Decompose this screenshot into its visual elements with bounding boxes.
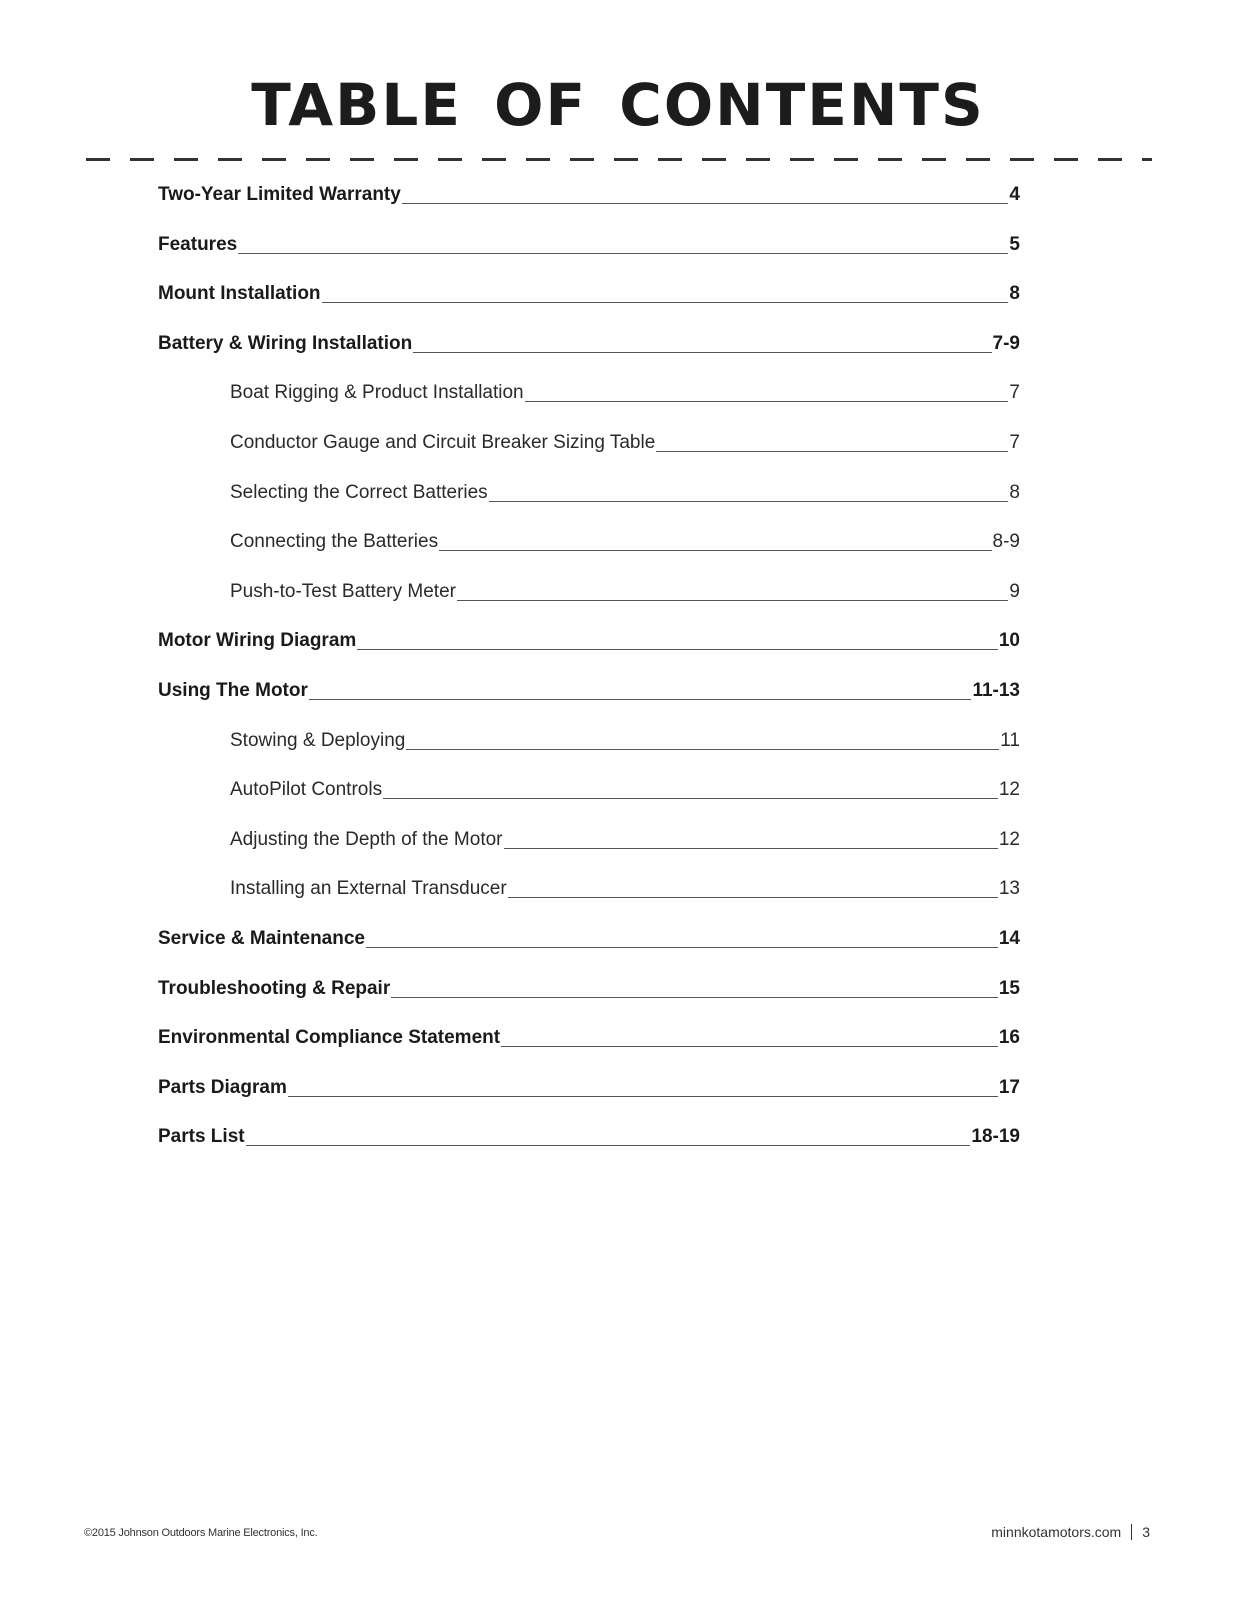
- toc-entry-page: 17: [998, 1076, 1020, 1098]
- toc-entry-page: 14: [998, 928, 1020, 949]
- toc-entry[interactable]: [230, 878, 1020, 914]
- footer-page-number: 3: [1142, 1524, 1150, 1540]
- toc-entry[interactable]: [230, 779, 1020, 815]
- toc-entry-label: Using The Motor: [158, 680, 308, 701]
- toc-entry[interactable]: [230, 531, 1020, 567]
- toc-entry-label: Conductor Gauge and Circuit Breaker Sizing Table: [230, 432, 656, 453]
- toc-entry[interactable]: [230, 432, 1020, 468]
- toc-entry-label: Selecting the Correct Batteries: [230, 481, 488, 503]
- toc-entry-label: Parts Diagram: [158, 1076, 287, 1098]
- toc-entry[interactable]: [158, 680, 1020, 716]
- toc-entry[interactable]: [230, 730, 1020, 766]
- dashed-divider: [86, 158, 1152, 161]
- toc-leader-line: [656, 451, 1008, 452]
- footer-right: [991, 1524, 1150, 1540]
- toc-leader-line: [357, 649, 998, 650]
- toc-entry-label: AutoPilot Controls: [230, 779, 383, 801]
- toc-entry[interactable]: [158, 978, 1020, 1014]
- toc-entry-page: 7-9: [992, 332, 1020, 354]
- toc-entry-page: 8-9: [992, 531, 1020, 553]
- toc-leader-line: [489, 501, 1009, 502]
- toc-leader-line: [391, 997, 998, 998]
- toc-leader-line: [413, 352, 991, 353]
- toc-entry-page: 10: [998, 630, 1020, 652]
- toc-entry-label: Two-Year Limited Warranty: [158, 184, 401, 205]
- toc-entry-page: 11: [1000, 729, 1020, 751]
- toc-entry-page: 7: [1009, 432, 1020, 453]
- toc-entry-label: Stowing & Deploying: [230, 729, 406, 751]
- toc-entry[interactable]: [230, 482, 1020, 518]
- toc-leader-line: [309, 699, 972, 700]
- toc-entry-page: 13: [998, 878, 1020, 900]
- toc-leader-line: [525, 401, 1009, 402]
- toc-entry-page: 8: [1009, 481, 1020, 503]
- footer-website-link[interactable]: minnkotamotors.com: [991, 1524, 1122, 1540]
- toc-leader-line: [501, 1046, 998, 1047]
- toc-entry-label: Environmental Compliance Statement: [158, 1027, 501, 1049]
- toc-leader-line: [457, 600, 1008, 601]
- toc-entry[interactable]: [158, 333, 1020, 369]
- toc-entry[interactable]: [158, 283, 1020, 319]
- toc-entry[interactable]: [158, 1027, 1020, 1063]
- toc-entry-label: Adjusting the Depth of the Motor: [230, 828, 503, 850]
- toc-entry-label: Features: [158, 233, 238, 255]
- toc-entry-label: Service & Maintenance: [158, 928, 365, 949]
- toc-entry[interactable]: [158, 1126, 1020, 1162]
- toc-entry[interactable]: [158, 630, 1020, 666]
- page-title: TABLE OF CONTENTS: [251, 71, 985, 139]
- toc-entry-label: Mount Installation: [158, 283, 321, 305]
- toc-leader-line: [238, 253, 1008, 254]
- toc-entry-page: 16: [998, 1027, 1020, 1049]
- toc-leader-line: [288, 1096, 998, 1097]
- toc-entry[interactable]: [230, 382, 1020, 418]
- toc-entry-page: 9: [1009, 580, 1020, 602]
- toc-leader-line: [246, 1145, 971, 1146]
- toc-entry-page: 7: [1009, 382, 1020, 404]
- toc-leader-line: [366, 947, 998, 948]
- toc-entry-page: 12: [998, 779, 1020, 801]
- toc-leader-line: [322, 302, 1009, 303]
- toc-leader-line: [406, 749, 999, 750]
- toc-entry-page: 11-13: [972, 680, 1020, 701]
- toc-entry-label: Battery & Wiring Installation: [158, 332, 413, 354]
- toc-entry[interactable]: [158, 1077, 1020, 1113]
- toc-entry-label: Motor Wiring Diagram: [158, 630, 357, 652]
- toc-entry-label: Parts List: [158, 1126, 245, 1148]
- footer-copyright: ©2015 Johnson Outdoors Marine Electronics, Inc.: [84, 1527, 318, 1539]
- toc-entry-label: Push-to-Test Battery Meter: [230, 580, 456, 602]
- toc-entry-page: 8: [1009, 283, 1020, 305]
- toc-entry[interactable]: [230, 829, 1020, 865]
- toc-entry-page: 12: [998, 828, 1020, 850]
- toc-entry-page: 4: [1009, 184, 1020, 205]
- toc-entry[interactable]: [158, 234, 1020, 270]
- toc-entry-page: 5: [1009, 233, 1020, 255]
- toc-leader-line: [508, 897, 998, 898]
- toc-entry[interactable]: [158, 928, 1020, 964]
- toc-entry-page: 18-19: [971, 1126, 1020, 1148]
- toc-leader-line: [383, 798, 998, 799]
- toc-leader-line: [439, 550, 991, 551]
- toc-entry-label: Connecting the Batteries: [230, 531, 439, 553]
- footer-separator: [1131, 1524, 1132, 1540]
- toc-entry-page: 15: [998, 977, 1020, 999]
- toc-leader-line: [504, 848, 998, 849]
- toc-leader-line: [402, 203, 1009, 204]
- toc-entry[interactable]: [230, 581, 1020, 617]
- toc-entry[interactable]: [158, 184, 1020, 220]
- toc-entry-label: Troubleshooting & Repair: [158, 977, 391, 999]
- toc-entry-label: Boat Rigging & Product Installation: [230, 382, 524, 404]
- toc-entry-label: Installing an External Transducer: [230, 878, 507, 900]
